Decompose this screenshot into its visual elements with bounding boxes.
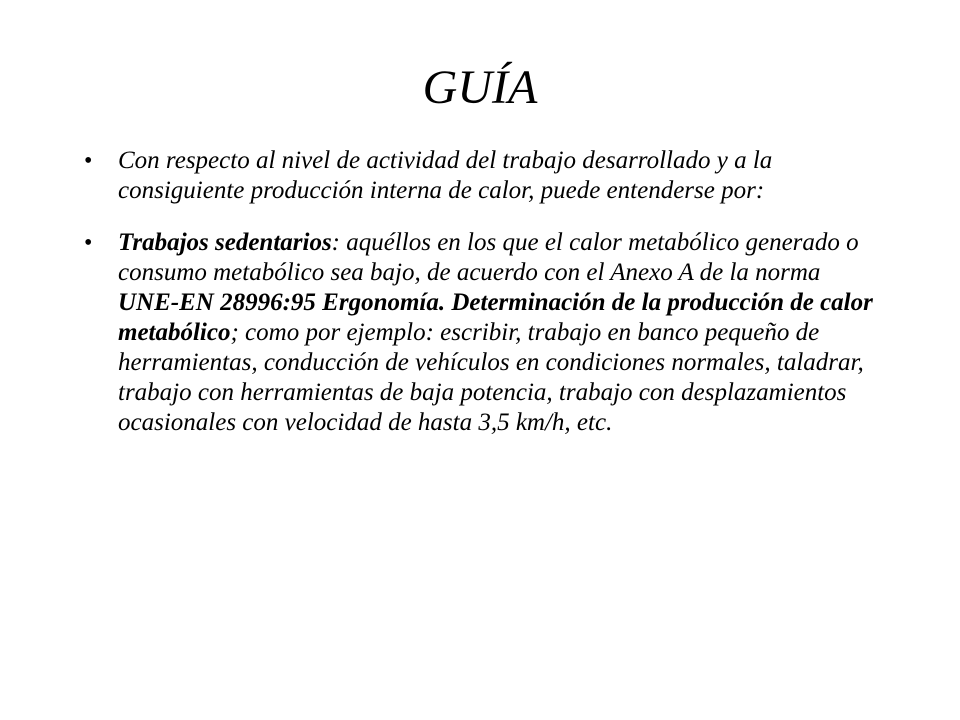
definition-text-part1: : aquéllos en los que el calor metabólico generado o consumo metabólico sea bajo, de acuerdo con el Anexo A de la norma	[118, 229, 859, 286]
bullet-dot-icon: •	[84, 148, 93, 174]
bullet-text: Con respecto al nivel de actividad del trabajo desarrollado y a la consiguiente producción interna de calor, puede entenderse por:	[118, 147, 773, 204]
bullet-item-activity-level	[84, 146, 874, 206]
bullet-dot-icon: •	[84, 230, 93, 256]
bullet-list	[84, 146, 874, 460]
term-sedentary-work: Trabajos sedentarios	[118, 229, 332, 256]
norm-reference: UNE-EN 28996:95 Ergonomía. Determinación de la producción de calor metabólico	[118, 289, 873, 346]
slide-title: GUÍA	[422, 61, 538, 114]
definition-text-part2: ; como por ejemplo: escribir, trabajo en banco pequeño de herramientas, conducción de vehículos en condiciones normales, taladrar, trabajo con herramientas de baja potencia, trabajo con desplazamientos ocasionales con velocidad de hasta 3,5 km/h, etc.	[118, 319, 864, 436]
bullet-item-sedentary-work	[84, 228, 874, 438]
